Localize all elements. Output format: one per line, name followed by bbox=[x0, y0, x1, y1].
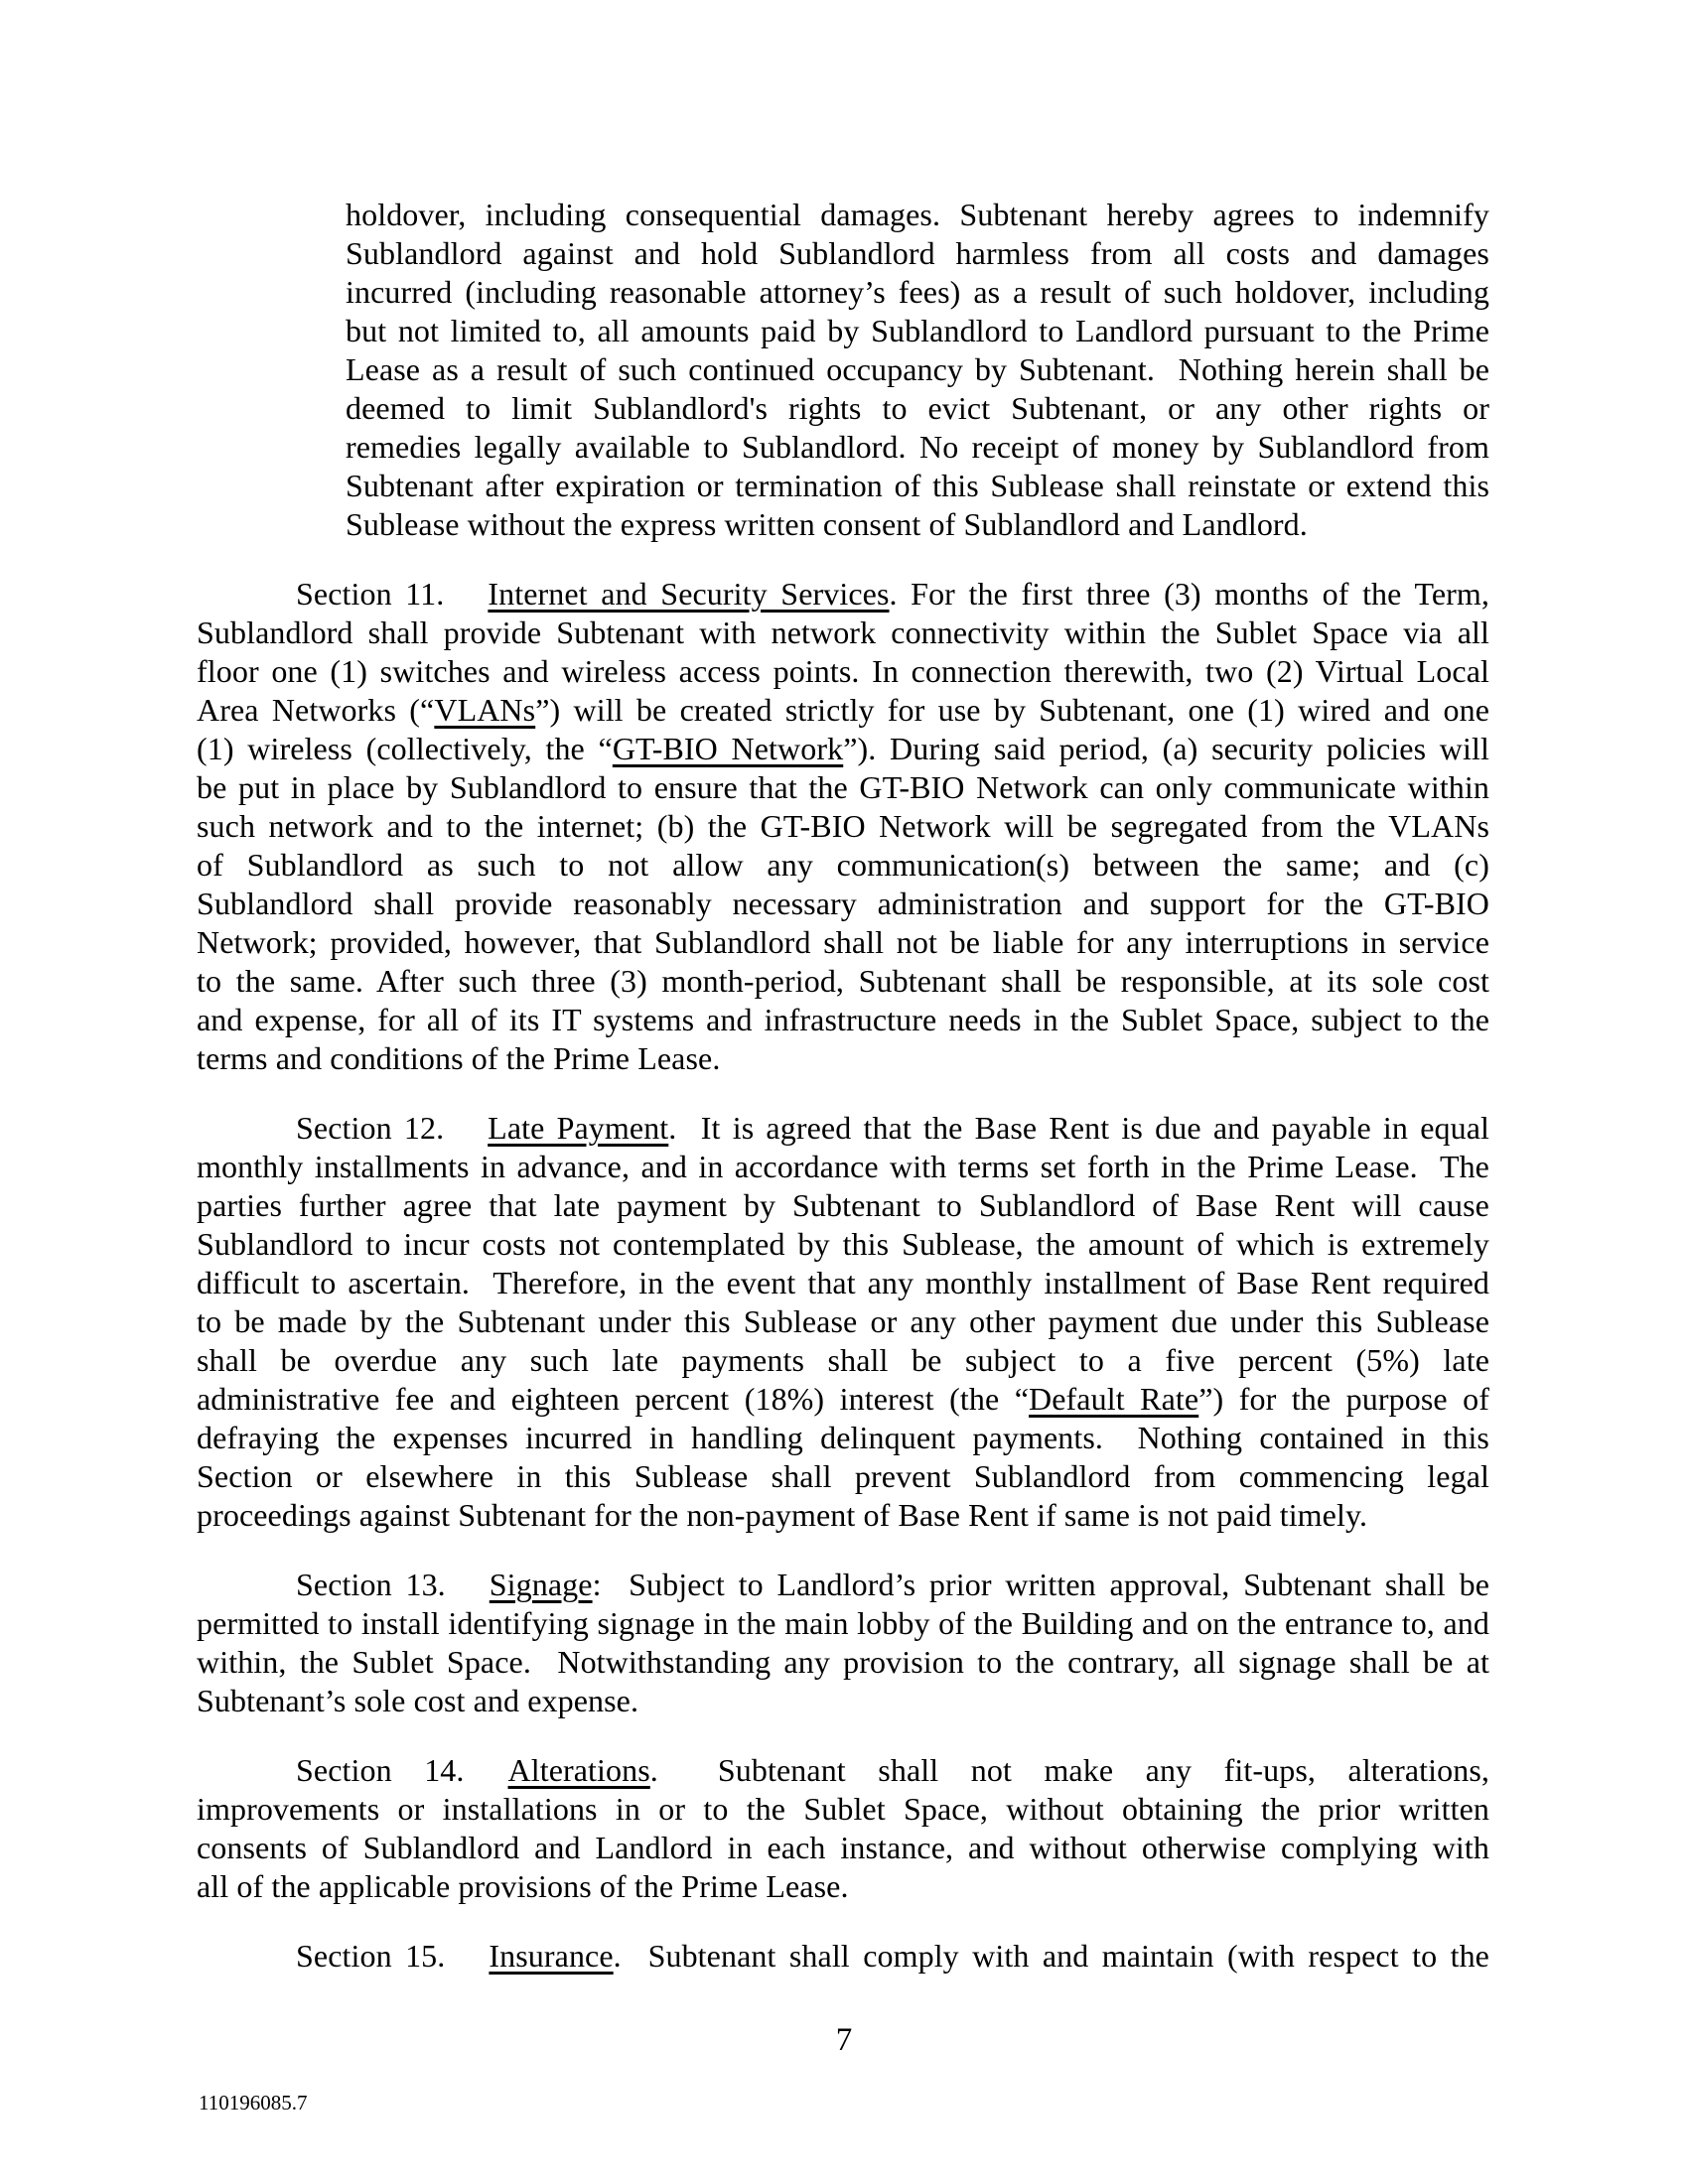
tab-spacer bbox=[658, 1780, 718, 1781]
text-line bbox=[346, 196, 1489, 234]
text-line bbox=[197, 652, 1489, 691]
text-line bbox=[197, 1380, 1489, 1419]
text-run: parties further agree that late payment by Subtenant to Sublandlord of Base Rent will cause bbox=[197, 1187, 1489, 1223]
text-line bbox=[197, 1790, 1489, 1829]
text-line bbox=[197, 1566, 1489, 1604]
text-line bbox=[346, 467, 1489, 505]
text-run: administrative fee and eighteen percent (18%) interest (the “ bbox=[197, 1381, 1030, 1417]
text-line bbox=[346, 234, 1489, 273]
text-line bbox=[197, 768, 1489, 807]
text-run: be put in place by Sublandlord to ensure that the GT-BIO Network can only communicate within bbox=[197, 769, 1489, 805]
text-run: improvements or installations in or to the Sublet Space, without obtaining the prior written bbox=[197, 1791, 1489, 1827]
tab-spacer bbox=[446, 1594, 490, 1595]
text-run: : Subject to Landlord’s prior written approval, Subtenant shall be bbox=[592, 1567, 1489, 1602]
text-line bbox=[197, 691, 1489, 730]
text-line bbox=[346, 505, 1489, 544]
text-run: permitted to install identifying signage in the main lobby of the Building and on the entrance to, and bbox=[197, 1605, 1489, 1641]
text-run: monthly installments in advance, and in accordance with terms set forth in the Prime Lease. The bbox=[197, 1149, 1489, 1184]
text-line bbox=[197, 1457, 1489, 1496]
text-run: ”). During said period, (a) security policies will bbox=[843, 731, 1489, 766]
text-run: Subtenant’s sole cost and expense. bbox=[197, 1683, 639, 1718]
underlined-text: VLANs bbox=[434, 692, 536, 728]
text-run: remedies legally available to Sublandlord. No receipt of money by Sublandlord from bbox=[346, 429, 1489, 465]
text-run: ”) for the purpose of bbox=[1198, 1381, 1490, 1417]
text-run: consents of Sublandlord and Landlord in each instance, and without otherwise complying with bbox=[197, 1830, 1489, 1865]
tab-spacer bbox=[444, 1138, 488, 1139]
text-run: Sublandlord shall provide reasonably necessary administration and support for the GT-BIO bbox=[197, 886, 1489, 921]
holdover-indemnity-blockquote bbox=[346, 196, 1489, 544]
text-line bbox=[197, 1682, 1489, 1720]
text-line bbox=[197, 1225, 1489, 1264]
text-run: Section 13. bbox=[296, 1567, 446, 1602]
text-run: but not limited to, all amounts paid by Sublandlord to Landlord pursuant to the Prime bbox=[346, 313, 1489, 348]
text-run: terms and conditions of the Prime Lease. bbox=[197, 1040, 721, 1076]
text-line bbox=[197, 1604, 1489, 1643]
text-run: Lease as a result of such continued occupancy by Subtenant. Nothing herein shall be bbox=[346, 351, 1489, 387]
text-run: . Subtenant shall comply with and maintain (with respect to the bbox=[613, 1938, 1489, 1974]
text-run: shall be overdue any such late payments shall be subject to a five percent (5%) late bbox=[197, 1342, 1489, 1378]
text-line bbox=[346, 273, 1489, 312]
underlined-text: Signage bbox=[489, 1567, 593, 1602]
text-line bbox=[197, 1109, 1489, 1148]
text-run: such network and to the internet; (b) the GT-BIO Network will be segregated from the VLANs bbox=[197, 808, 1489, 844]
text-run: (1) wireless (collectively, the “ bbox=[197, 731, 613, 766]
text-line bbox=[197, 614, 1489, 652]
text-line bbox=[197, 1829, 1489, 1867]
text-line bbox=[197, 1148, 1489, 1186]
text-line bbox=[197, 1937, 1489, 1976]
text-run: Subtenant shall not make any fit-ups, alterations, bbox=[717, 1752, 1489, 1788]
section-13-signage bbox=[197, 1566, 1489, 1720]
section-12-late-payment bbox=[197, 1109, 1489, 1535]
section-14-alterations bbox=[197, 1751, 1489, 1906]
text-run: proceedings against Subtenant for the non-payment of Base Rent if same is not paid timely. bbox=[197, 1497, 1368, 1533]
text-run: to the same. After such three (3) month-period, Subtenant shall be responsible, at its sole cost bbox=[197, 963, 1489, 999]
text-run: Area Networks (“ bbox=[197, 692, 435, 728]
text-run: incurred (including reasonable attorney’s fees) as a result of such holdover, including bbox=[346, 274, 1489, 310]
text-line bbox=[197, 730, 1489, 768]
text-run: defraying the expenses incurred in handling delinquent payments. Nothing contained in this bbox=[197, 1420, 1489, 1455]
text-line bbox=[197, 1302, 1489, 1341]
text-run: and expense, for all of its IT systems and infrastructure needs in the Sublet Space, subject to the bbox=[197, 1002, 1489, 1037]
text-line bbox=[346, 350, 1489, 389]
text-run: Network; provided, however, that Sublandlord shall not be liable for any interruptions in service bbox=[197, 924, 1489, 960]
underlined-text: Late Payment bbox=[488, 1110, 669, 1146]
text-line bbox=[197, 1419, 1489, 1457]
text-run: Sublandlord to incur costs not contemplated by this Sublease, the amount of which is extremely bbox=[197, 1226, 1489, 1262]
text-line bbox=[197, 1264, 1489, 1302]
underlined-text: Internet and Security Services bbox=[488, 576, 890, 612]
text-line bbox=[197, 1751, 1489, 1790]
section-15-insurance bbox=[197, 1937, 1489, 1976]
text-run: . For the first three (3) months of the Term, bbox=[889, 576, 1490, 612]
text-run: Sublease without the express written consent of Sublandlord and Landlord. bbox=[346, 506, 1308, 542]
text-run: floor one (1) switches and wireless access points. In connection therewith, two (2) Virtual Local bbox=[197, 653, 1489, 689]
tab-spacer bbox=[444, 604, 488, 605]
text-run: ”) will be created strictly for use by Subtenant, one (1) wired and one bbox=[535, 692, 1489, 728]
text-run: Section or elsewhere in this Sublease shall prevent Sublandlord from commencing legal bbox=[197, 1458, 1489, 1494]
text-run: Section 15. bbox=[296, 1938, 446, 1974]
text-line bbox=[197, 923, 1489, 962]
text-run: Section 14. bbox=[296, 1752, 465, 1788]
text-line bbox=[197, 807, 1489, 846]
tab-spacer bbox=[465, 1780, 508, 1781]
text-run: difficult to ascertain. Therefore, in the event that any monthly installment of Base Rent required bbox=[197, 1265, 1489, 1300]
text-run: within, the Sublet Space. Notwithstanding any provision to the contrary, all signage shall be at bbox=[197, 1644, 1489, 1680]
text-line bbox=[197, 885, 1489, 923]
text-run: all of the applicable provisions of the Prime Lease. bbox=[197, 1868, 849, 1904]
text-line bbox=[197, 962, 1489, 1001]
text-line bbox=[197, 1001, 1489, 1039]
text-run: . It is agreed that the Base Rent is due and payable in equal bbox=[668, 1110, 1489, 1146]
text-run: Sublandlord shall provide Subtenant with network connectivity within the Sublet Space via all bbox=[197, 614, 1489, 650]
text-line bbox=[346, 428, 1489, 467]
text-run: Sublandlord against and hold Sublandlord harmless from all costs and damages bbox=[346, 235, 1489, 271]
document-body bbox=[197, 196, 1489, 2006]
text-line bbox=[197, 1867, 1489, 1906]
text-line bbox=[197, 1643, 1489, 1682]
text-run: Section 12. bbox=[296, 1110, 445, 1146]
text-line bbox=[346, 312, 1489, 350]
underlined-text: Alterations bbox=[507, 1752, 650, 1788]
text-line bbox=[197, 1496, 1489, 1535]
underlined-text: GT-BIO Network bbox=[612, 731, 844, 766]
text-run: deemed to limit Sublandlord's rights to evict Subtenant, or any other rights or bbox=[346, 390, 1489, 426]
text-run: Subtenant after expiration or termination of this Sublease shall reinstate or extend this bbox=[346, 468, 1489, 503]
text-line bbox=[197, 846, 1489, 885]
text-run: to be made by the Subtenant under this Sublease or any other payment due under this Sublease bbox=[197, 1303, 1489, 1339]
text-line bbox=[197, 575, 1489, 614]
footer-document-id: 110196085.7 bbox=[199, 2091, 308, 2115]
section-11-internet-and-security-services bbox=[197, 575, 1489, 1078]
underlined-text: Insurance bbox=[489, 1938, 614, 1974]
text-run: Section 11. bbox=[296, 576, 445, 612]
text-run: of Sublandlord as such to not allow any communication(s) between the same; and (c) bbox=[197, 847, 1489, 883]
tab-spacer bbox=[445, 1966, 489, 1967]
text-run: . bbox=[649, 1752, 658, 1788]
text-line bbox=[197, 1186, 1489, 1225]
text-run: holdover, including consequential damages. Subtenant hereby agrees to indemnify bbox=[346, 197, 1489, 232]
page-number: 7 bbox=[835, 2022, 853, 2058]
underlined-text: Default Rate bbox=[1029, 1381, 1199, 1417]
text-line bbox=[346, 389, 1489, 428]
text-line bbox=[197, 1341, 1489, 1380]
text-line bbox=[197, 1039, 1489, 1078]
